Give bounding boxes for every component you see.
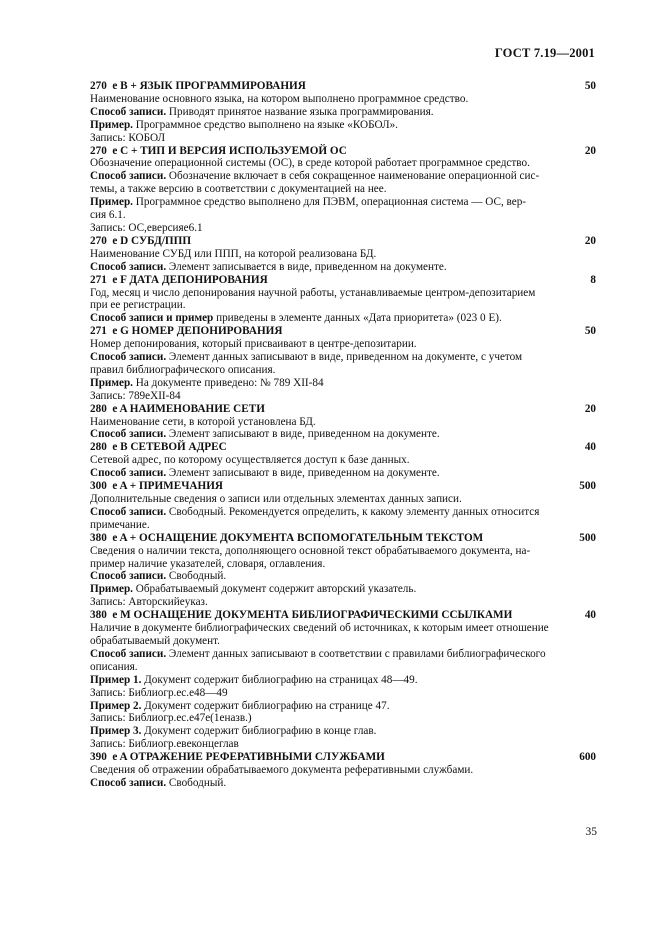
body-text: Наименование сети, в которой установлена БД. — [90, 415, 316, 428]
entry-code-title: 270 e D СУБД/ППП — [90, 234, 192, 247]
entry-text-line — [90, 558, 596, 571]
entry-text-line — [90, 506, 596, 519]
body-text: Запись: ОС,eверсияe6.1 — [90, 221, 203, 234]
entry-text-line — [90, 545, 596, 558]
entry-field-length: 500 — [579, 531, 596, 544]
body-text: Запись: 789eXII-84 — [90, 389, 181, 402]
data-element-entry — [90, 480, 596, 532]
bold-lead-label: Способ записи. — [90, 170, 167, 183]
entry-text-line — [90, 583, 596, 596]
entry-code-title: 380 e A + ОСНАЩЕНИЕ ДОКУМЕНТА ВСПОМОГАТЕЛЬНЫМ ТЕКСТОМ — [90, 531, 484, 544]
body-text: сия 6.1. — [90, 209, 126, 222]
entry-text-line — [90, 132, 596, 145]
entry-field-length: 20 — [584, 144, 596, 157]
bold-lead-label: Способ записи. — [90, 776, 167, 789]
entry-text-line — [90, 209, 596, 222]
entry-heading — [90, 441, 596, 454]
data-element-entry — [90, 609, 596, 751]
entry-heading — [90, 235, 596, 248]
body-text: На документе приведено: № 789 XII-84 — [132, 376, 324, 389]
entry-heading — [90, 325, 596, 338]
entry-heading — [90, 609, 596, 622]
body-text: Запись: Авторскийeуказ. — [90, 596, 208, 609]
body-text: Наименование основного языка, на котором выполнено программное средство. — [90, 92, 469, 105]
entry-field-length: 20 — [584, 402, 596, 415]
body-text: Элемент записывают в виде, приведенном на документе. — [166, 428, 440, 441]
body-text: Наличие в документе библиографических сведений об источниках, к которым имеет отношение — [90, 622, 549, 635]
entry-code-title: 270 e C + ТИП И ВЕРСИЯ ИСПОЛЬЗУЕМОЙ ОС — [90, 144, 347, 157]
bold-lead-label: Способ записи. — [90, 467, 167, 480]
data-element-entry — [90, 441, 596, 480]
entry-text-line — [90, 106, 596, 119]
entry-text-line — [90, 312, 596, 325]
body-text: при ее регистрации. — [90, 299, 186, 312]
entry-heading — [90, 274, 596, 287]
entry-field-length: 500 — [579, 480, 596, 493]
entry-text-line — [90, 222, 596, 235]
entry-text-line — [90, 416, 596, 429]
entry-text-line — [90, 261, 596, 274]
entry-heading — [90, 532, 596, 545]
body-text: Запись: КОБОЛ — [90, 131, 166, 144]
entry-code-title: 280 e A НАИМЕНОВАНИЕ СЕТИ — [90, 402, 265, 415]
document-body — [90, 80, 596, 790]
entry-text-line — [90, 351, 596, 364]
body-text: Обозначение операционной системы (ОС), в среде которой работает программное средство. — [90, 157, 530, 170]
data-element-entry — [90, 751, 596, 790]
bold-lead-label: Способ записи. — [90, 570, 167, 583]
body-text: Элемент записывается в виде, приведенном на документе. — [166, 260, 447, 273]
entry-text-line — [90, 93, 596, 106]
body-text: Документ содержит библиографию в конце глав. — [141, 725, 377, 738]
entry-text-line — [90, 648, 596, 661]
entry-text-line — [90, 700, 596, 713]
entry-text-line — [90, 248, 596, 261]
data-element-entry — [90, 235, 596, 274]
data-element-entry — [90, 325, 596, 402]
entry-text-line — [90, 725, 596, 738]
entry-text-line — [90, 428, 596, 441]
bold-lead-label: Пример. — [90, 376, 133, 389]
entry-code-title: 300 e A + ПРИМЕЧАНИЯ — [90, 480, 223, 493]
body-text: Сведения о наличии текста, дополняющего основной текст обрабатываемого документа, на- — [90, 544, 531, 557]
entry-text-line — [90, 377, 596, 390]
entry-field-length: 8 — [590, 273, 596, 286]
body-text: Обрабатываемый документ содержит авторский указатель. — [132, 583, 417, 596]
body-text: Документ содержит библиографию на страницах 48—49. — [141, 673, 418, 686]
body-text: описания. — [90, 660, 138, 673]
body-text: Документ содержит библиографию на странице 47. — [141, 699, 390, 712]
entry-text-line — [90, 183, 596, 196]
body-text: Номер депонирования, который присваивают в центре-депозитарии. — [90, 338, 417, 351]
entry-heading — [90, 145, 596, 158]
data-element-entry — [90, 403, 596, 442]
entry-text-line — [90, 777, 596, 790]
entry-text-line — [90, 674, 596, 687]
bold-lead-label: Способ записи. — [90, 505, 167, 518]
body-text: темы, а также версию в соответствии с документацией на нее. — [90, 183, 387, 196]
bold-lead-label: Способ записи и пример — [90, 312, 214, 325]
body-text: пример наличие указателей, словаря, оглавления. — [90, 557, 326, 570]
body-text: Дополнительные сведения о записи или отдельных элементах данных записи. — [90, 493, 462, 505]
entry-text-line — [90, 364, 596, 377]
entry-text-line — [90, 738, 596, 751]
bold-lead-label: Способ записи. — [90, 647, 167, 660]
body-text: Запись: Библиогр.ec.e47e(1eназв.) — [90, 712, 252, 725]
entry-text-line — [90, 119, 596, 132]
entry-text-line — [90, 712, 596, 725]
entry-field-length: 50 — [584, 80, 596, 92]
bold-lead-label: Пример. — [90, 196, 133, 209]
entry-text-line — [90, 170, 596, 183]
entry-text-line — [90, 596, 596, 609]
body-text: приведены в элементе данных «Дата приоритета» (023 0 E). — [213, 312, 502, 325]
entry-text-line — [90, 570, 596, 583]
entry-heading — [90, 480, 596, 493]
body-text: примечание. — [90, 518, 150, 531]
entry-text-line — [90, 287, 596, 300]
body-text: Свободный. — [166, 570, 227, 583]
body-text: Программное средство выполнено для ПЭВМ, операционная система — ОС, вер- — [132, 196, 527, 209]
entry-text-line — [90, 622, 596, 635]
bold-lead-label: Пример 1. — [90, 673, 142, 686]
entry-heading — [90, 80, 596, 93]
bold-lead-label: Способ записи. — [90, 260, 167, 273]
entry-code-title: 380 e M ОСНАЩЕНИЕ ДОКУМЕНТА БИБЛИОГРАФИЧЕСКИМИ ССЫЛКАМИ — [90, 609, 513, 622]
body-text: Запись: Библиогр.eвeконцeглав — [90, 738, 239, 751]
entry-field-length: 600 — [579, 751, 596, 764]
bold-lead-label: Способ записи. — [90, 351, 167, 364]
entry-text-line — [90, 390, 596, 403]
body-text: Запись: Библиогр.ec.e48—49 — [90, 686, 228, 699]
entry-field-length: 40 — [584, 441, 596, 454]
data-element-entry — [90, 274, 596, 326]
entry-text-line — [90, 157, 596, 170]
entry-text-line — [90, 661, 596, 674]
body-text: Свободный. Рекомендуется определить, к какому элементу данных относится — [166, 505, 540, 518]
entry-text-line — [90, 299, 596, 312]
bold-lead-label: Пример. — [90, 583, 133, 596]
body-text: правил библиографического описания. — [90, 363, 276, 376]
bold-lead-label: Пример 2. — [90, 699, 142, 712]
page-number: 35 — [585, 826, 597, 838]
body-text: Обозначение включает в себя сокращенное наименование операционной сис- — [166, 170, 540, 183]
body-text: Свободный. — [166, 776, 227, 789]
body-text: обрабатываемый документ. — [90, 634, 220, 647]
body-text: Элемент данных записывают в виде, приведенном на документе, с учетом — [166, 351, 523, 364]
entry-text-line — [90, 519, 596, 532]
entry-text-line — [90, 338, 596, 351]
bold-lead-label: Способ записи. — [90, 105, 167, 118]
data-element-entry — [90, 80, 596, 145]
body-text: Элемент записывают в виде, приведенном на документе. — [166, 467, 440, 480]
page-header: ГОСТ 7.19—2001 — [494, 46, 595, 60]
entry-text-line — [90, 493, 596, 506]
entry-text-line — [90, 196, 596, 209]
entry-text-line — [90, 454, 596, 467]
body-text: Элемент данных записывают в соответствии с правилами библиографического — [166, 647, 546, 660]
entry-code-title: 390 e A ОТРАЖЕНИЕ РЕФЕРАТИВНЫМИ СЛУЖБАМИ — [90, 751, 385, 764]
body-text: Программное средство выполнено на языке «КОБОЛ». — [132, 118, 398, 131]
entry-code-title: 271 e G НОМЕР ДЕПОНИРОВАНИЯ — [90, 325, 283, 338]
entry-text-line — [90, 687, 596, 700]
entry-heading — [90, 751, 596, 764]
entry-field-length: 50 — [584, 325, 596, 338]
entry-code-title: 271 e F ДАТА ДЕПОНИРОВАНИЯ — [90, 273, 268, 286]
bold-lead-label: Пример. — [90, 118, 133, 131]
entry-code-title: 270 e B + ЯЗЫК ПРОГРАММИРОВАНИЯ — [90, 80, 306, 92]
entry-field-length: 40 — [584, 609, 596, 622]
bold-lead-label: Пример 3. — [90, 725, 142, 738]
data-element-entry — [90, 532, 596, 609]
entry-field-length: 20 — [584, 234, 596, 247]
body-text: Год, месяц и число депонирования научной работы, устанавливаемые центром-депозитарием — [90, 286, 536, 299]
entry-text-line — [90, 467, 596, 480]
bold-lead-label: Способ записи. — [90, 428, 167, 441]
body-text: Наименование СУБД или ППП, на которой реализована БД. — [90, 247, 377, 260]
entry-code-title: 280 e B СЕТЕВОЙ АДРЕС — [90, 441, 227, 454]
entry-text-line — [90, 764, 596, 777]
body-text: Сетевой адрес, по которому осуществляется доступ к базе данных. — [90, 454, 410, 467]
body-text: Сведения об отражении обрабатываемого документа реферативными службами. — [90, 764, 474, 777]
entry-text-line — [90, 635, 596, 648]
entry-heading — [90, 403, 596, 416]
body-text: Приводят принятое название языка программирования. — [166, 105, 434, 118]
data-element-entry — [90, 145, 596, 235]
